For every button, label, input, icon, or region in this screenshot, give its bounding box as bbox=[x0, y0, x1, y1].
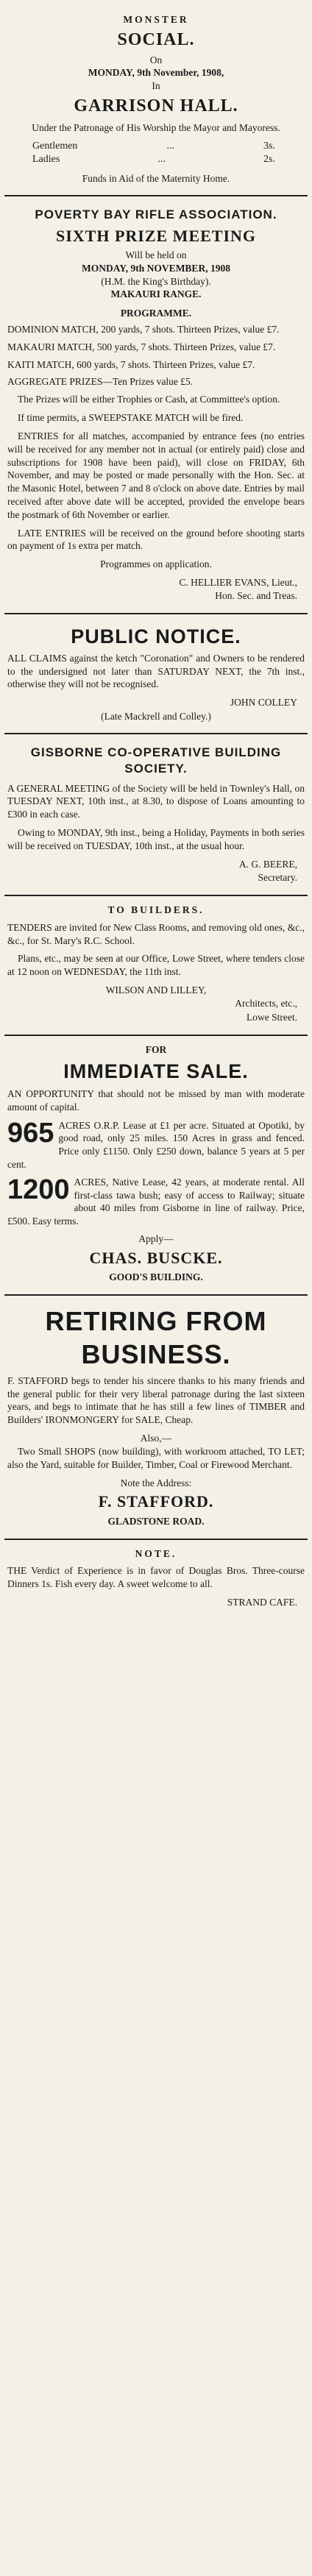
builders-body: TENDERS are invited for New Class Rooms, and removing old ones, &c., &c., for St. Mary's R.C. School. bbox=[7, 921, 305, 946]
retiring-name: F. STAFFORD. bbox=[98, 1492, 214, 1511]
public-notice-signature-note: (Late Mackrell and Colley.) bbox=[101, 710, 211, 722]
rifle-signature-title: Hon. Sec. and Treas. bbox=[215, 590, 297, 602]
sale-lot bbox=[7, 1176, 305, 1228]
retiring-title-line-2: BUSINESS. bbox=[81, 1339, 231, 1370]
retiring-shops: Two Small SHOPS (now building), with workroom attached, TO LET; also the Yard, suitable for Builder, Timber, Coal or Firewood Merchant. bbox=[7, 1445, 305, 1470]
builders-signature-title: Architects, etc., bbox=[235, 998, 297, 1010]
sale-lot-description: ACRES O.R.P. Lease at £1 per acre. Situated at Opotiki, by good road, only 25 miles. 150 Acres in grass and fenced. Price only £1150. Only £250 down, balance 5 years at 5 per cent. bbox=[7, 1119, 305, 1170]
note-signature: STRAND CAFE. bbox=[227, 1596, 297, 1608]
note-title: NOTE. bbox=[135, 1547, 177, 1559]
sale-lot-number: 1200 bbox=[7, 1175, 70, 1205]
sale-agent: CHAS. BUSCKE. bbox=[89, 1248, 223, 1267]
rifle-paragraph: Programmes on application. bbox=[100, 558, 212, 570]
building-society-body: Owing to MONDAY, 9th inst., being a Holiday, Payments in both series will be received on TUESDAY, 10th inst., at the usual hour. bbox=[7, 826, 305, 851]
rifle-paragraph: If time permits, a SWEEPSTAKE MATCH will be fired. bbox=[18, 412, 244, 424]
social-on: On bbox=[149, 54, 163, 65]
building-society-signature-title: Secretary. bbox=[258, 871, 297, 883]
public-notice-title: PUBLIC NOTICE. bbox=[71, 625, 241, 648]
retiring-body: F. STAFFORD begs to tender his sincere thanks to his many friends and the general public for their very liberal patronage during the last sixteen years, and begs to intimate that he has still a few lines of TIMBER and Builders' IRONMONGERY for SALE, Cheap. bbox=[7, 1374, 305, 1426]
ad-public-notice bbox=[4, 614, 308, 734]
rifle-range: MAKAURI RANGE. bbox=[110, 288, 202, 300]
ad-immediate-sale bbox=[4, 1036, 308, 1296]
social-title: SOCIAL. bbox=[117, 29, 195, 49]
programme-item: MAKAURI MATCH, 500 yards, 7 shots. Thirteen Prizes, value £7. bbox=[7, 341, 276, 352]
sale-agent-address: GOOD'S BUILDING. bbox=[109, 1271, 203, 1283]
rifle-title: POVERTY BAY RIFLE ASSOCIATION. bbox=[35, 207, 277, 222]
ad-rifle-association bbox=[4, 196, 308, 614]
rifle-paragraph: ENTRIES for all matches, accompanied by entrance fees (no entries will be received for any member not in actual (or entirely paid) close and subscriptions for 1908 have been paid), will close on FRIDAY, 6th November, and may be posted or made personally with the Hon. Sec. at the Masonic Hotel, between 7 and 8 o'clock on above date. Entries by mail received after above date will be accepted, provided the envelope bears the postmark of 6th November or earlier. bbox=[7, 430, 305, 520]
retiring-title-line-1: RETIRING FROM bbox=[45, 1306, 267, 1337]
social-date: MONDAY, 9th November, 1908, bbox=[88, 67, 224, 79]
building-society-title: GISBORNE CO-OPERATIVE BUILDING SOCIETY. bbox=[30, 745, 282, 776]
sale-lot bbox=[7, 1119, 305, 1171]
rifle-date: MONDAY, 9th NOVEMBER, 1908 bbox=[82, 262, 230, 274]
ad-monster-social bbox=[4, 6, 308, 196]
rifle-paragraph: The Prizes will be either Trophies or Cash, at Committee's option. bbox=[18, 394, 280, 405]
builders-signature-address: Lowe Street. bbox=[247, 1011, 297, 1023]
rifle-held: Will be held on bbox=[125, 249, 187, 260]
builders-body: Plans, etc., may be seen at our Office, Lowe Street, where tenders close at 12 noon on WEDNESDAY, the 11th inst. bbox=[7, 953, 305, 978]
rifle-meeting-title: SIXTH PRIZE MEETING bbox=[55, 226, 257, 245]
programme-item: AGGREGATE PRIZES—Ten Prizes value £5. bbox=[7, 376, 194, 388]
social-kicker: MONSTER bbox=[123, 14, 189, 25]
social-in: In bbox=[152, 80, 160, 92]
fee-label: Gentlemen bbox=[32, 140, 78, 152]
sale-for: FOR bbox=[145, 1043, 167, 1055]
fee-dots: ... bbox=[166, 140, 174, 152]
builders-signature: WILSON AND LILLEY, bbox=[105, 984, 207, 996]
public-notice-body: ALL CLAIMS against the ketch "Coronation" and Owners to be rendered to the undersigned not later than SATURDAY NEXT, the 7th inst., otherwise they will not be recognised. bbox=[7, 652, 305, 690]
building-society-signature: A. G. BEERE, bbox=[238, 858, 297, 870]
fee-label: Ladies bbox=[32, 153, 60, 165]
ad-note bbox=[4, 1540, 308, 1620]
public-notice-signature: JOHN COLLEY bbox=[230, 697, 297, 709]
sale-apply: Apply— bbox=[138, 1233, 174, 1245]
social-funds: Funds in Aid of the Maternity Home. bbox=[82, 172, 230, 184]
rifle-signature-name: C. HELLIER EVANS, Lieut., bbox=[179, 577, 297, 589]
fee-price: 2s. bbox=[263, 153, 275, 165]
fee-row-gentlemen bbox=[7, 140, 305, 153]
ad-retiring bbox=[4, 1296, 308, 1539]
fee-row-ladies bbox=[7, 153, 305, 166]
rifle-occasion: (H.M. the King's Birthday). bbox=[101, 275, 211, 287]
fee-price: 3s. bbox=[263, 140, 275, 152]
sale-lot-number: 965 bbox=[7, 1118, 54, 1149]
programme-title: PROGRAMME. bbox=[120, 308, 192, 319]
note-body: THE Verdict of Experience is in favor of Douglas Bros. Three-course Dinners 1s. Fish every day. A sweet welcome to all. bbox=[7, 1565, 305, 1590]
sale-title: IMMEDIATE SALE. bbox=[63, 1060, 249, 1082]
ad-building-society bbox=[4, 734, 308, 896]
sale-intro: AN OPPORTUNITY that should not be missed by man with moderate amount of capital. bbox=[7, 1087, 305, 1113]
rifle-paragraph: LATE ENTRIES will be received on the ground before shooting starts on payment of 1s extra per match. bbox=[7, 527, 305, 552]
programme-item: KAITI MATCH, 600 yards, 7 shots. Thirteen Prizes, value £7. bbox=[7, 358, 255, 370]
retiring-note-address: Note the Address: bbox=[120, 1477, 192, 1489]
retiring-road: GLADSTONE ROAD. bbox=[107, 1515, 205, 1527]
fee-dots: ... bbox=[157, 153, 166, 165]
sale-lot-description: ACRES, Native Lease, 42 years, at moderate rental. All first-class tawa bush; easy of access to Railway; situate about 40 miles from Gisborne in line of railway. Price, £500. Easy terms. bbox=[7, 1176, 305, 1227]
retiring-also: Also,— bbox=[140, 1433, 172, 1444]
social-venue: GARRISON HALL. bbox=[74, 96, 238, 116]
ad-to-builders bbox=[4, 896, 308, 1036]
social-patronage: Under the Patronage of His Worship the Mayor and Mayoress. bbox=[32, 121, 280, 133]
programme-item: DOMINION MATCH, 200 yards, 7 shots. Thirteen Prizes, value £7. bbox=[7, 324, 280, 336]
builders-title: TO BUILDERS. bbox=[107, 904, 205, 915]
building-society-body: A GENERAL MEETING of the Society will be held in Townley's Hall, on TUESDAY NEXT, 10th inst., at 8.30, to dispose of Loans amounting to £300 in each case. bbox=[7, 782, 305, 820]
